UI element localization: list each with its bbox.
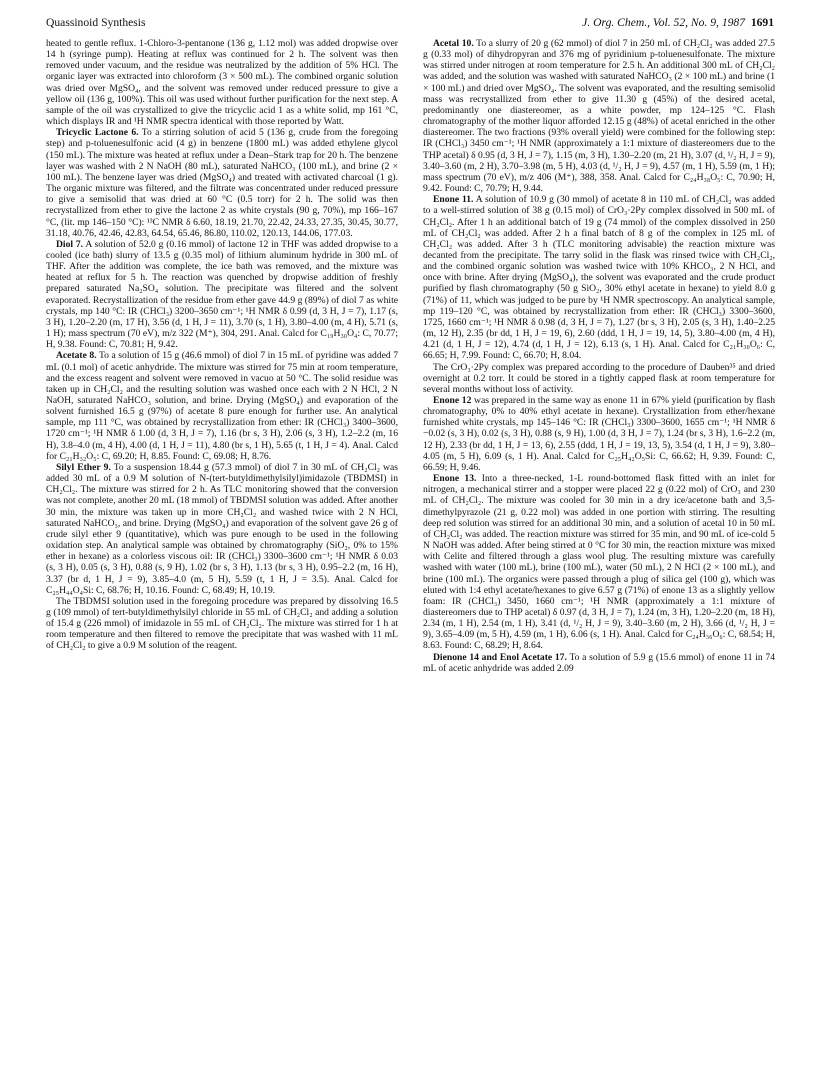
left-paragraph xyxy=(46,350,398,462)
page-number: 1691 xyxy=(750,16,774,29)
left-column xyxy=(46,38,398,652)
paragraph-heading: Acetate 8. xyxy=(56,350,97,362)
paragraph-text: was prepared in the same way as enone 11 in 67% yield (purification by flash chromatography, 0% to 40% ethyl acetate in hexane). Crystallization from ether/hexane furnished white crystals, mp 145–146 °C: IR (CHCl₃) 3300–3600, 1655 cm⁻¹; ¹H NMR δ −0.02 (s, 3 H), 0.02 (s, 3 H), 0.88 (s, 9 H), 1.00 (d, 3 H, J = 7), 1.24 (br s, 3 H), 1.6–2.2 (m, 12 H), 2.33 (br dd, 1 H, J = 13, 6), 2.55 (ddd, 1 H, J = 19, 13, 5), 3.54 (d, 1 H, J = 9), 3.80–4.05 (m, 5 H), 6.09 (s, 1 H). Anal. Calcd for C₂₅H₄₂O₅Si: C, 66.62; H, 9.39. Found: C, 66.59; H, 9.46. xyxy=(423,395,775,473)
right-paragraph xyxy=(423,395,775,473)
paragraph-heading: Tricyclic Lactone 6. xyxy=(56,127,139,139)
left-paragraph xyxy=(46,462,398,596)
right-paragraph xyxy=(423,194,775,361)
paragraph-text: heated to gentle reflux. 1-Chloro-3-pentanone (136 g, 1.12 mol) was added dropwise over 14 h (syringe pump). Heating at reflux was continued for 2 h. The solvent was then removed under vacuum, and the residue was neutralized by the addition of 5% HCl. The organic layer was extracted into chloroform (3 × 500 mL). The combined organic solution was dried over MgSO₄, and the solvent was removed under reduced pressure to give a yellow oil (136 g, 100%). This oil was used without further purification for the next step. A sample of the oil was crystallized to give the tricyclic acid 1 as a white solid, mp 161 °C, which displays IR and ¹H NMR spectra identical with those reported by Watt. xyxy=(46,38,398,128)
paragraph-text: A solution of 52.0 g (0.16 mmol) of lactone 12 in THF was added dropwise to a cooled (ice bath) slurry of 13.5 g (0.35 mol) of lithium aluminum hydride in 300 mL of THF. After the addition was complete, the ice bath was removed, and the mixture was heated at reflux for 5 h. The reaction was quenched by dropwise addition of freshly prepared saturated Na₂SO₄ solution. The precipitate was filtered and the solvent evaporated. Recrystallization of the residue from ether gave 44.9 g (89%) of diol 7 as white crystals, mp 140 °C: IR (CHCl₃) 3200–3650 cm⁻¹; ¹H NMR δ 0.99 (d, 3 H, J = 7), 1.17 (s, 3 H), 1.20–2.20 (m, 17 H), 3.56 (d, 1 H, J = 11), 3.70 (s, 1 H), 3.80–4.00 (m, 4 H), 5.71 (s, 1 H); mass spectrum (70 eV), m/z 322 (M⁺), 304, 291. Anal. Calcd for C₁₉H₃₀O₄: C, 70.77; H, 9.38. Found: C, 70.81; H, 9.42. xyxy=(46,238,398,351)
left-paragraph xyxy=(46,127,398,239)
paragraph-heading: Dienone 14 and Enol Acetate 17. xyxy=(433,651,567,663)
journal-citation xyxy=(582,14,774,32)
paragraph-text: The TBDMSI solution used in the foregoing procedure was prepared by dissolving 16.5 g (109 mmol) of tert-butyldimethylsilyl chloride in 55 mL of CH₂Cl₂ and adding a solution of 15.4 g (226 mmol) of imidazole in 55 mL of CH₂Cl₂. The mixture was stirred for 1 h at room temperature and then filtered to remove the precipitate that was washed with 11 mL of CH₂Cl₂ to give a 0.9 M solution of the reagent. xyxy=(46,595,398,652)
left-paragraph xyxy=(46,38,398,127)
right-column xyxy=(423,38,775,674)
right-paragraph xyxy=(423,362,775,395)
right-paragraph xyxy=(423,652,775,674)
paragraph-text: To a slurry of 20 g (62 mmol) of diol 7 in 250 mL of CH₂Cl₂ was added 27.5 g (0.33 mol) of dihydropyran and 376 mg of pyridinium p-toluenesulfonate. The mixture was stirred under nitrogen at room temperature for 2.5 h. An additional 300 mL of CH₂Cl₂ was added, and the solution was washed with saturated NaHCO₃ (2 × 100 mL) and brine (1 × 100 mL) and dried over MgSO₄. The solvent was evaporated, and the resulting semisolid mass was recrystallized from ether to give 11.30 g (45%) of the desired acetal, predominantly one diastereomer, as a white powder, mp 124–125 °C. Flash chromatography of the mother liquor afforded 12.15 g (48%) of acetal enriched in the other diastereomer. The two fractions (93% overall yield) were combined for the following step: IR (CHCl₃) 3450 cm⁻¹; ¹H NMR (approximately a 1:1 mixture of diastereomers due to the THP acetal) δ 0.95 (d, 3 H, J = 7), 1.15 (m, 3 H), 1.30–2.20 (m, 21 H), 3.07 (d, ¹/₂ H, J = 9), 3.40–3.60 (m, 2 H), 3.70–3.98 (m, 5 H), 4.03 (d, ¹/₂ H, J = 9), 4.57 (m, 1 H), 5.59 (m, 1 H); mass spectrum (70 eV), m/z 406 (M⁺), 388, 358. Anal. Calcd for C₂₄H₃₈O₅: C, 70.90; H, 9.42. Found: C, 70.79; H, 9.44. xyxy=(423,38,775,195)
paragraph-text: To a solution of 15 g (46.6 mmol) of diol 7 in 15 mL of pyridine was added 7 mL (0.1 mol) of acetic anhydride. The mixture was stirred for 75 min at room temperature, and the excess reagent and solvent were removed in vacuo at 50 °C. The solid residue was taken up in CH₂Cl₂ and the resulting solution was washed once each with 2 N HCl, 2 N NaOH, saturated NaHCO₃ solution, and brine. Drying (MgSO₄) and evaporation of the solvent furnished 16.5 g (97%) of acetate 8 pure enough for further use. An analytical sample, mp 111 °C, was obtained by recrystallization from ether: IR (CHCl₃) 3400–3600, 1720 cm⁻¹; ¹H NMR δ 1.00 (d, 3 H, J = 7), 1.16 (br s, 3 H), 2.06 (s, 3 H), 1.2–2.2 (m, 16 H), 3.8–4.0 (m, 4 H), 4.00 (d, 1 H, J = 11), 4.80 (br s, 1 H), 5.65 (t, 1 H, J = 4). Anal. Calcd for C₂₁H₃₂O₅: C, 69.20; H, 8.85. Found: C, 69.08; H, 8.76. xyxy=(46,350,398,462)
journal-name: J. Org. Chem., Vol. 52, No. 9, 1987 xyxy=(582,16,746,29)
left-paragraph xyxy=(46,596,398,652)
right-paragraph xyxy=(423,473,775,652)
left-paragraph xyxy=(46,239,398,351)
paragraph-heading: Enone 12 xyxy=(433,395,472,406)
paragraph-text: A solution of 10.9 g (30 mmol) of acetate 8 in 110 mL of CH₂Cl₂ was added to a well-stirred solution of 38 g (0.15 mol) of CrO₃·2Py complex dissolved in 500 mL of CH₂Cl₂. After 1 h an additional batch of 19 g (74 mmol) of the complex dissolved in 250 mL of CH₂Cl₂ was added. After 2 h a final batch of 8 g of the complex in 125 mL of CH₂Cl₂ was added. After 3 h (TLC monitoring advisable) the reaction mixture was decanted from the precipitate. The tarry solid in the flask was rinsed twice with CH₂Cl₂, and the combined organic solution was washed twice with 10% KHCO₃, 2 N HCl, and once with brine. After drying (MgSO₄), the solvent was evaporated and the crude product purified by flash chromatography (50 g SiO₂, 30% ethyl acetate in hexane) to yield 8.0 g (71%) of 11, which was judged to be pure by ¹H NMR spectroscopy. An analytical sample, mp 119–120 °C, was obtained by recrystallization from ether: IR (CHCl₃) 3300–3600, 1725, 1660 cm⁻¹; ¹H NMR δ 0.98 (d, 3 H, J = 7), 1.27 (br s, 3 H), 2.05 (s, 3 H), 1.40–2.25 (m, 12 H), 2.35 (br dd, 1 H, J = 19, 6), 2.60 (ddd, 1 H, J = 19, 14, 5), 3.80–4.00 (m, 4 H), 4.21 (d, 1 H, J = 12), 4.74 (d, 1 H, J = 12), 6.13 (s, 1 H). Anal. Calcd for C₂₁H₃₀O₆: C, 66.65; H, 7.99. Found: C, 66.70; H, 8.04. xyxy=(423,194,775,362)
running-title: Quassinoid Synthesis xyxy=(46,16,146,29)
paragraph-text: To a solution of 5.9 g (15.6 mmol) of enone 11 in 74 mL of acetic anhydride was added 2.09 xyxy=(423,651,775,674)
paragraph-text: Into a three-necked, 1-L round-bottomed flask fitted with an inlet for nitrogen, a mechanical stirrer and a stopper were placed 22 g (0.22 mol) of CrO₃ and 230 mL of CH₂Cl₂. The mixture was cooled for 30 min in a dry ice/acetone bath and 3,5-dimethylpyrazole (21 g, 0.22 mol) was added in one portion with stirring. The resulting deep red solution was stirred for an additional 30 min, and a solution of acetal 10 in 50 mL of CH₂Cl₂ was added. The reaction mixture was stirred for 35 min, and 90 mL of ice-cold 5 N NaOH was added. After being stirred at 0 °C for 30 min, the reaction mixture was mixed with Celite and filtered through a glass wool plug. The resulting mixture was carefully washed with water (100 mL), brine (100 mL), water (50 mL), 2 N HCl (2 × 100 mL), and brine (100 mL). The organics were passed through a plug of silica gel (100 g), which was eluted with 1:4 ethyl acetate/hexanes to give 6.57 g (71%) of enone 13 as a slightly yellow foam: IR (CHCl₃) 3450, 1660 cm⁻¹; ¹H NMR (approximately a 1:1 mixture of diastereomers due to THP acetal) δ 0.97 (d, 3 H, J = 7), 1.24 (m, 3 H), 1.20–2.20 (m, 18 H), 2.34 (m, 1 H), 2.54 (m, 1 H), 3.41 (d, ¹/₂ H, J = 9), 3.40–3.60 (m, 2 H), 3.66 (d, ¹/₂ H, J = 9), 3.65–4.09 (m, 5 H), 4.59 (m, 1 H), 6.06 (s, 1 H). Anal. Calcd for C₂₄H₃₆O₆: C, 68.54; H, 8.63. Found: C, 68.29; H, 8.64. xyxy=(423,473,775,652)
paragraph-heading: Enone 13. xyxy=(433,473,477,485)
paragraph-heading: Silyl Ether 9. xyxy=(56,461,111,473)
paragraph-text: To a suspension 18.44 g (57.3 mmol) of diol 7 in 30 mL of CH₂Cl₂ was added 30 mL of a 0.9 M solution of N-(tert-butyldimethylsilyl)imidazole (TBDMSI) in CH₂Cl₂. The mixture was stirred for 2 h. As TLC monitoring showed that the conversion was not complete, another 20 mL (18 mmol) of TBDMSI solution was added. After another 30 min, the mixture was taken up in more CH₂Cl₂ and washed twice with 2 N HCl, saturated NaHCO₃, and brine. Drying (MgSO₄) and evaporation of the solvent gave 26 g of crude silyl ether 9 (quantitative), which was pure enough to be used in the following oxidation step. An analytical sample was obtained by chromatography (SiO₂, 0% to 15% ether in hexane) as a colorless viscous oil: IR (CHCl₃) 3300–3600 cm⁻¹; ¹H NMR δ 0.03 (s, 3 H), 0.05 (s, 3 H), 0.88 (s, 9 H), 1.02 (br s, 3 H), 1.13 (br s, 3 H), 0.95–2.2 (m, 16 H), 3.37 (br d, 1 H, J = 9), 3.85–4.0 (m, 5 H), 5.59 (t, 1 H, J = 3.5). Anal. Calcd for C₂₅H₄₄O₄Si: C, 68.76; H, 10.16. Found: C, 68.49; H, 10.19. xyxy=(46,461,398,596)
paragraph-heading: Enone 11. xyxy=(433,194,474,206)
paragraph-heading: Acetal 10. xyxy=(433,38,474,49)
paragraph-heading: Diol 7. xyxy=(56,238,84,250)
running-header xyxy=(46,14,774,32)
right-paragraph xyxy=(423,38,775,194)
paragraph-text: To a stirring solution of acid 5 (136 g, crude from the foregoing step) and p-toluenesulfonic acid (4 g) in benzene (1800 mL) was added ethylene glycol (150 mL). The mixture was heated at reflux under a Dean–Stark trap for 20 h. The benzene layer was washed with 2 N NaOH (80 mL), saturated NaHCO₃ (100 mL), and brine (2 × 100 mL). The benzene layer was dried (MgSO₄) and treated with activated charcoal (1 g). The organic mixture was filtered, and the filtrate was concentrated under reduced pressure to give a semisolid that was dried at 60 °C (0.5 torr) for 2 h. The solid was then recrystallized from ether to give the lactone 2 as white crystals (90 g, 70%), mp 166–167 °C, (lit. mp 146–150 °C): ¹³C NMR δ 6.60, 18.19, 21.70, 22.42, 24.33, 27.35, 30.45, 30.77, 31.18, 40.76, 42.46, 42.83, 64.54, 65.46, 86.80, 110.02, 120.13, 144.06, 177.03. xyxy=(46,127,398,239)
paragraph-text: The CrO₃·2Py complex was prepared according to the procedure of Dauben³⁵ and dried overnight at 0.2 torr. It could be stored in a tightly capped flask at room temperature for several months without loss of activity. xyxy=(423,361,775,395)
